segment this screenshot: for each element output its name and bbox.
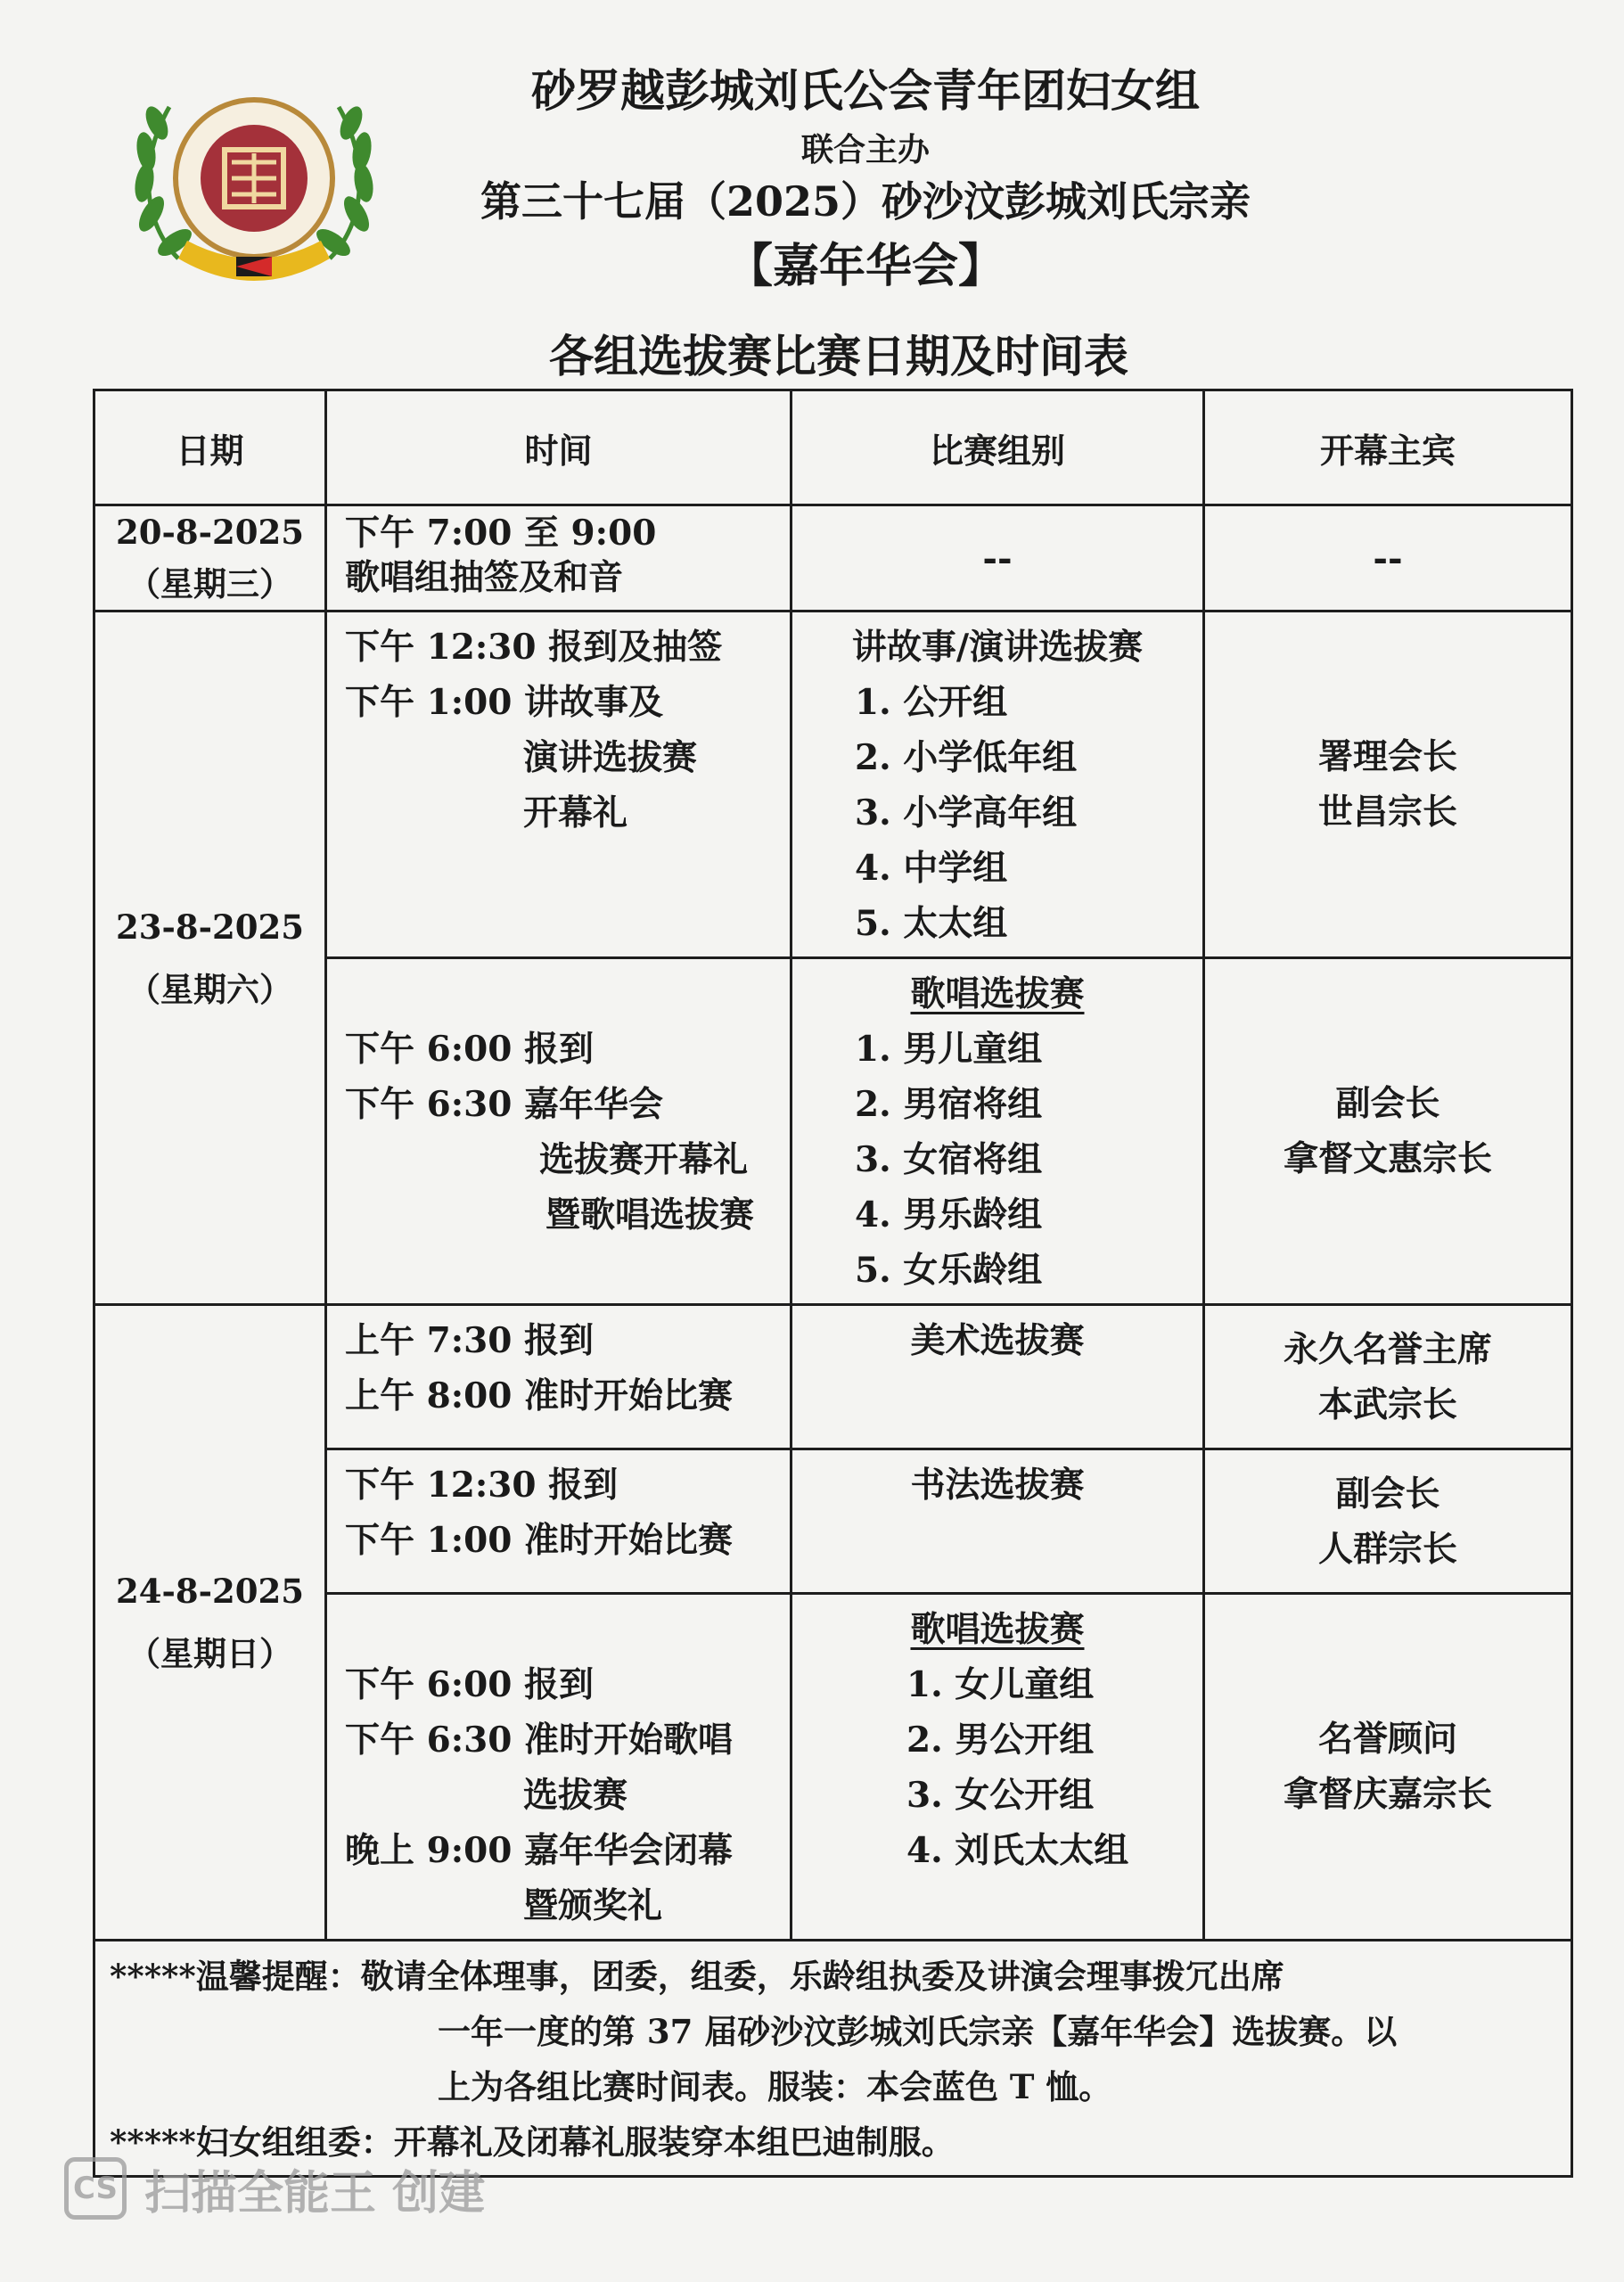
camscanner-icon: CS [64, 2157, 127, 2220]
scanner-watermark [64, 2155, 485, 2221]
time-cell: 下午 12:30 报到及抽签 下午 1:00 讲故事及 演讲选拔赛 开幕礼 [326, 612, 791, 958]
group-cell: 歌唱选拔赛 1. 男儿童组 2. 男宿将组 3. 女宿将组 4. 男乐龄组 5. 女乐龄组 [791, 958, 1204, 1305]
date-cell: 24-8-2025 （星期日） [94, 1305, 326, 1941]
time-cell: 上午 7:30 报到 上午 8:00 准时开始比赛 [326, 1305, 791, 1449]
event-name: 【嘉年华会】 [726, 239, 1005, 293]
table-header-row [94, 390, 1572, 505]
watermark-text: 扫描全能王 创建 [144, 2166, 486, 2220]
header-group: 比赛组别 [791, 390, 1204, 505]
reminder-note-line1: *****温馨提醒：敬请全体理事，团委，组委，乐龄组执委及讲演会理事拨冗出席 [110, 1957, 1284, 1996]
header-date: 日期 [94, 390, 326, 505]
reminder-note-line3: 上为各组比赛时间表。服装：本会蓝色 T 恤。 [438, 2067, 1112, 2106]
host-cell: 名誉顾问 拿督庆嘉宗长 [1204, 1594, 1572, 1941]
organizer-title: 砂罗越彭城刘氏公会青年团妇女组 [531, 64, 1200, 117]
header-time: 时间 [326, 390, 791, 505]
date-cell: 20-8-2025 （星期三） [94, 505, 326, 612]
uniform-note: *****妇女组组委：开幕礼及闭幕礼服装穿本组巴迪制服。 [110, 2122, 955, 2162]
time-cell: 下午 6:00 报到 下午 6:30 准时开始歌唱 选拔赛 晚上 9:00 嘉年华会闭幕 暨颁奖礼 [326, 1594, 791, 1941]
group-cell: -- [791, 505, 1204, 612]
host-cell: 永久名誉主席 本武宗长 [1204, 1305, 1572, 1449]
event-edition-title: 第三十七届（2025）砂沙汶彭城刘氏宗亲 [480, 177, 1251, 226]
notes-cell [94, 1941, 1572, 2177]
host-cell: -- [1204, 505, 1572, 612]
group-cell: 讲故事/演讲选拔赛 1. 公开组 2. 小学低年组 3. 小学高年组 4. 中学组 5. 太太组 [791, 612, 1204, 958]
group-cell: 歌唱选拔赛 1. 女儿童组 2. 男公开组 3. 女公开组 4. 刘氏太太组 [791, 1594, 1204, 1941]
schedule-subtitle: 各组选拔赛比赛日期及时间表 [549, 330, 1128, 382]
host-cell: 署理会长 世昌宗长 [1204, 612, 1572, 958]
host-cell: 副会长 人群宗长 [1204, 1449, 1572, 1594]
group-cell: 美术选拔赛 [791, 1305, 1204, 1449]
host-cell: 副会长 拿督文惠宗长 [1204, 958, 1572, 1305]
reminder-note-line2: 一年一度的第 37 届砂沙汶彭城刘氏宗亲【嘉年华会】选拔赛。以 [438, 2012, 1398, 2051]
schedule-table [93, 389, 1573, 2178]
time-cell: 下午 12:30 报到 下午 1:00 准时开始比赛 [326, 1449, 791, 1594]
notes-row [94, 1941, 1572, 2177]
table-row [94, 612, 1572, 958]
table-row [94, 1305, 1572, 1449]
co-host-label: 联合主办 [800, 131, 930, 168]
group-cell: 书法选拔赛 [791, 1449, 1204, 1594]
time-cell: 下午 6:00 报到 下午 6:30 嘉年华会 选拔赛开幕礼 暨歌唱选拔赛 [326, 958, 791, 1305]
table-row [94, 505, 1572, 612]
date-cell: 23-8-2025 （星期六） [94, 612, 326, 1305]
time-cell: 下午 7:00 至 9:00 歌唱组抽签及和音 [326, 505, 791, 612]
header-host: 开幕主宾 [1204, 390, 1572, 505]
